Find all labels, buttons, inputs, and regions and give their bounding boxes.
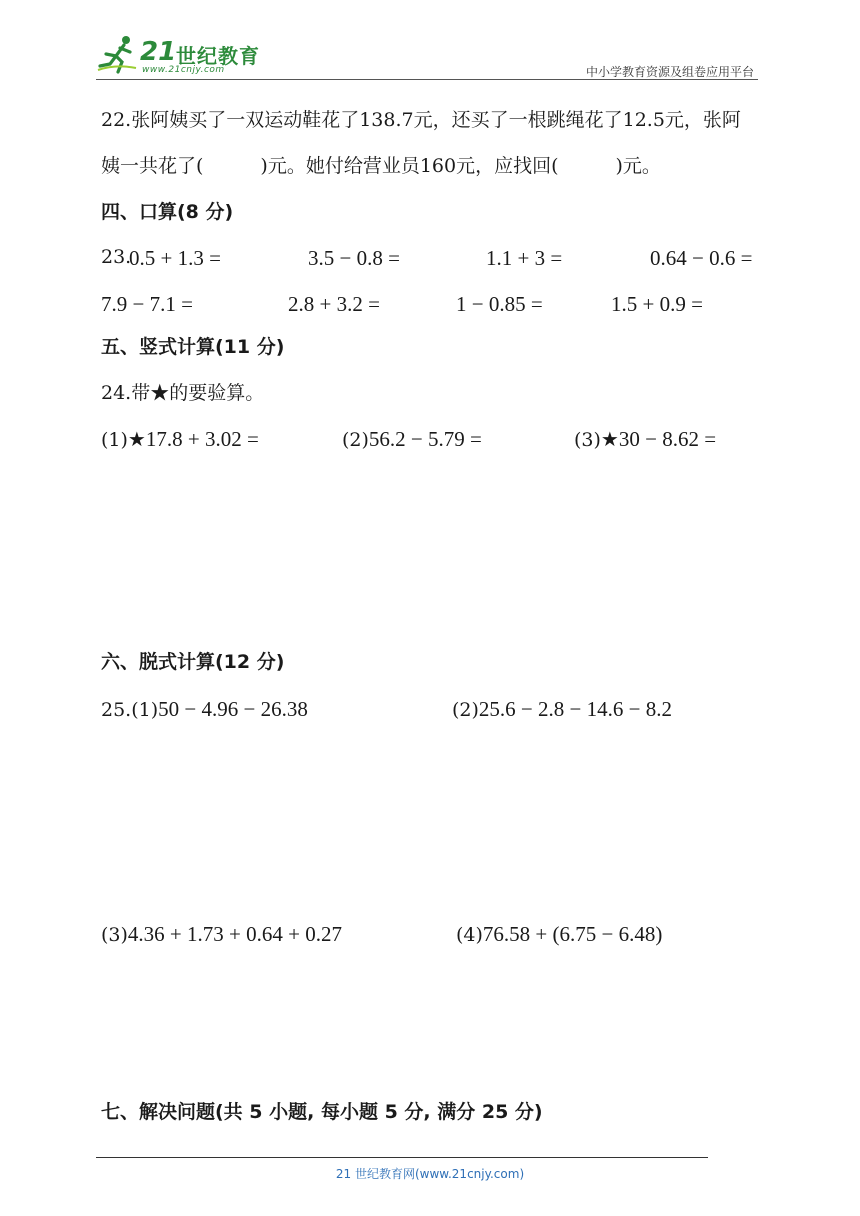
- section-6-title: 六、脱式计算(12 分): [101, 651, 285, 673]
- oral-calc-6: 2.8 + 3.2 =: [288, 292, 380, 316]
- q22-line1: 22.张阿姨买了一双运动鞋花了138.7元，还买了一根跳绳花了12.5元，张阿: [101, 109, 741, 131]
- runner-logo-icon: [96, 34, 142, 74]
- oral-calc-1: 0.5 + 1.3 =: [129, 246, 221, 270]
- section-7-title: 七、解决问题(共 5 小题, 每小题 5 分, 满分 25 分): [101, 1101, 543, 1123]
- footer-link[interactable]: 21 世纪教育网(www.21cnjy.com): [335, 1167, 525, 1181]
- star-icon: ★: [127, 427, 146, 451]
- q23-number: 23.: [101, 246, 132, 268]
- vertical-calc-3: [574, 427, 716, 452]
- q24-instruction: 24.带★的要验算。: [101, 382, 265, 404]
- logo-text: 世纪教育: [176, 44, 260, 68]
- logo-url: www.21cnjy.com: [142, 65, 225, 75]
- expression: 76.58 + (6.75 − 6.48): [482, 922, 663, 946]
- section-5-title: 五、竖式计算(11 分): [101, 336, 285, 358]
- stepwise-calc-1: [101, 697, 308, 722]
- site-logo: [96, 34, 266, 78]
- star-icon: ★: [600, 427, 619, 451]
- stepwise-calc-2: [452, 697, 672, 722]
- vertical-calc-1: [101, 427, 259, 452]
- oral-calc-5: 7.9 − 7.1 =: [101, 292, 193, 316]
- item-label: (3): [574, 429, 601, 451]
- site-tagline: 中小学教育资源及组卷应用平台: [585, 65, 754, 79]
- footer-divider: [96, 1157, 708, 1158]
- vertical-calc-2: [342, 427, 482, 452]
- item-label: (2): [342, 429, 369, 451]
- section-4-title: 四、口算(8 分): [101, 201, 234, 223]
- oral-calc-3: 1.1 + 3 =: [486, 246, 563, 270]
- oral-calc-7: 1 − 0.85 =: [456, 292, 543, 316]
- item-label: (1): [101, 429, 128, 451]
- oral-calc-2: 3.5 − 0.8 =: [308, 246, 400, 270]
- oral-calc-4: 0.64 − 0.6 =: [650, 246, 753, 270]
- oral-calc-8: 1.5 + 0.9 =: [611, 292, 703, 316]
- expression: 4.36 + 1.73 + 0.64 + 0.27: [127, 922, 342, 946]
- expression: 17.8 + 3.02 =: [145, 427, 259, 451]
- item-label: (3): [101, 924, 128, 946]
- stepwise-calc-3: [101, 922, 342, 947]
- expression: 50 − 4.96 − 26.38: [158, 697, 308, 721]
- q22-line2: 姨一共花了( )元。她付给营业员160元，应找回( )元。: [101, 155, 661, 177]
- item-label: (2): [452, 699, 479, 721]
- q25-number: 25.: [101, 699, 132, 721]
- stepwise-calc-4: [456, 922, 662, 947]
- expression: 56.2 − 5.79 =: [368, 427, 482, 451]
- item-label: (4): [456, 924, 483, 946]
- expression: 25.6 − 2.8 − 14.6 − 8.2: [478, 697, 672, 721]
- header-divider: [96, 79, 758, 80]
- item-label: (1): [131, 699, 159, 721]
- expression: 30 − 8.62 =: [618, 427, 717, 451]
- logo-number: 21: [140, 37, 177, 67]
